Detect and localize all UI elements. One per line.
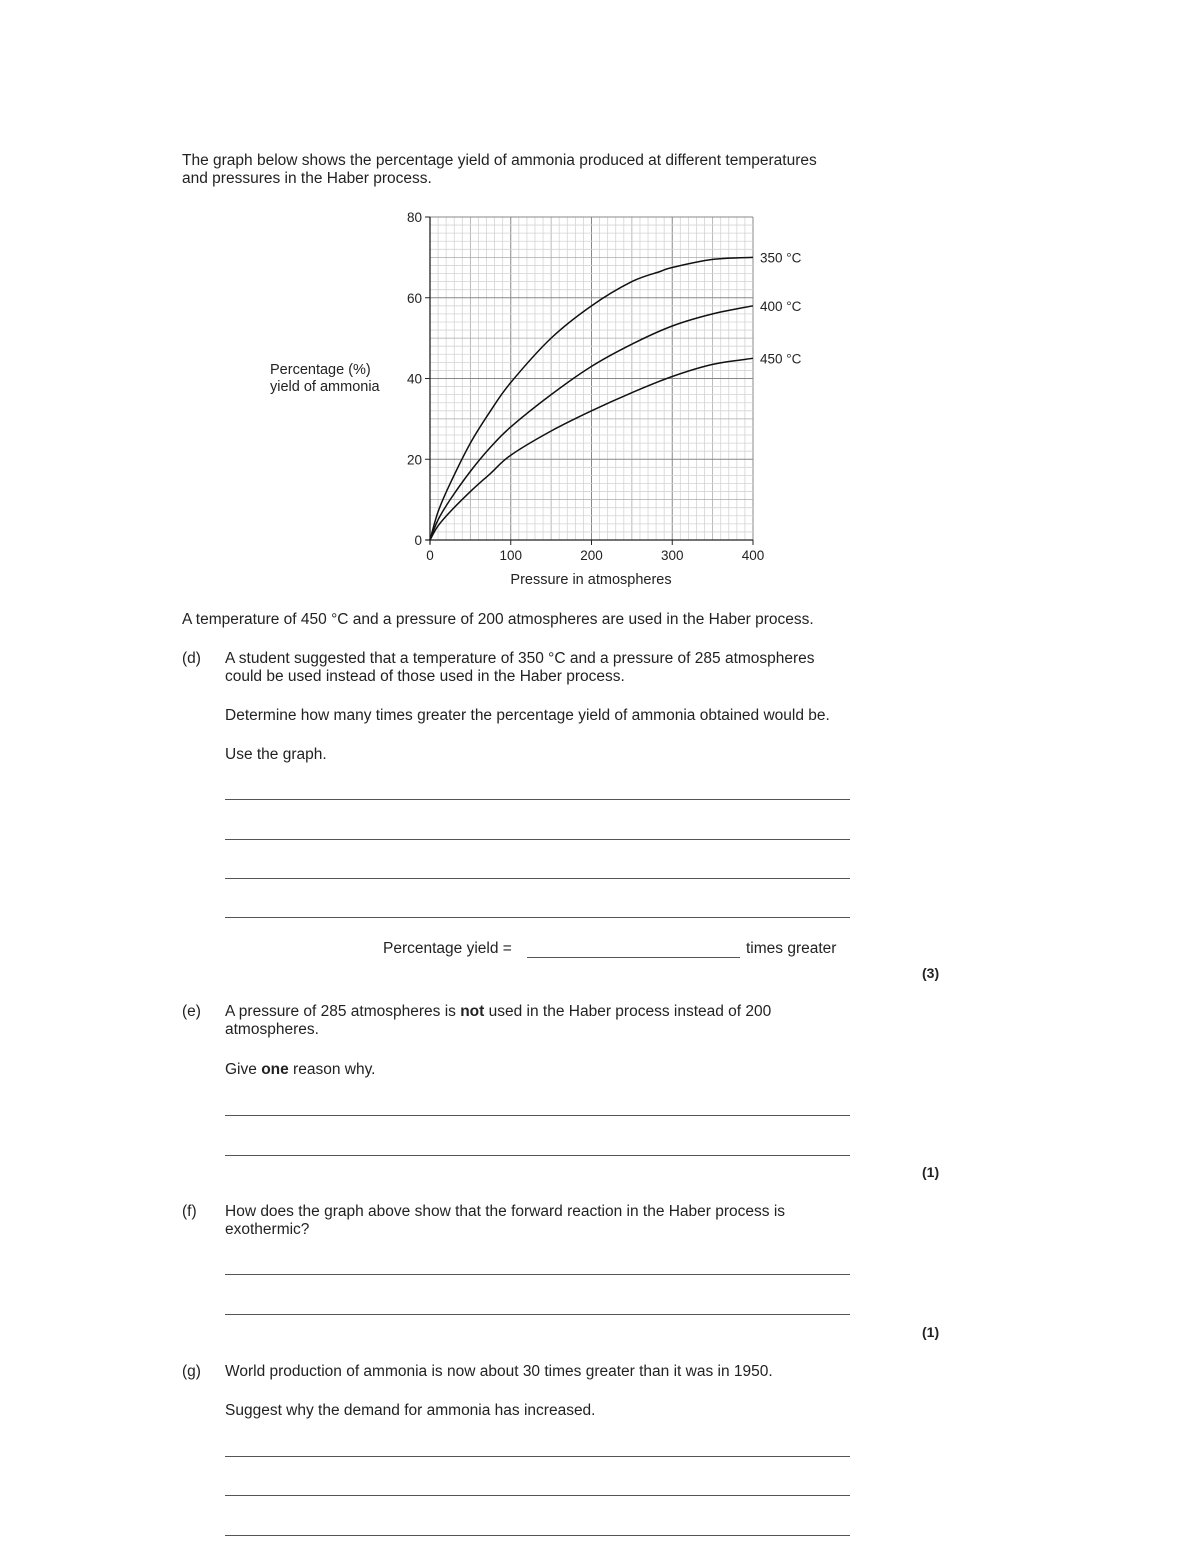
chart-labels <box>760 250 802 366</box>
answer-line-e-1[interactable] <box>225 1115 850 1116</box>
y-tick-label: 0 <box>414 533 422 548</box>
x-tick-label: 0 <box>426 548 434 563</box>
x-tick-label: 200 <box>580 548 603 563</box>
answer-line-d-2[interactable] <box>225 839 850 840</box>
question-e-line-2: atmospheres. <box>225 1021 319 1038</box>
question-d-marks: (3) <box>922 965 940 981</box>
y-tick-label: 60 <box>406 290 422 306</box>
question-f-number: (f) <box>182 1203 197 1220</box>
answer-line-f-2[interactable] <box>225 1314 850 1315</box>
question-d-determine: Determine how many times greater the percentage yield of ammonia obtained would be. <box>225 707 830 724</box>
question-e-marks: (1) <box>922 1164 940 1180</box>
question-e-text <box>225 1003 771 1039</box>
question-e-line-1: A pressure of 285 atmospheres is not used in the Haber process instead of 200 <box>225 1003 772 1020</box>
series-label-400c: 400 °C <box>760 298 802 314</box>
y-tick-label: 20 <box>406 452 422 468</box>
question-f-line-2: exothermic? <box>225 1221 310 1238</box>
question-g-line-1: World production of ammonia is now about 30 times greater than it was in 1950. <box>225 1363 773 1380</box>
question-e-give-reason: Give one reason why. <box>225 1061 376 1078</box>
series-label-450c: 450 °C <box>760 351 802 367</box>
question-g-number: (g) <box>182 1363 201 1380</box>
question-f-text <box>225 1203 785 1239</box>
x-tick-label: 100 <box>499 548 523 563</box>
answer-line-d-3[interactable] <box>225 878 850 879</box>
series-label-350c: 350 °C <box>760 250 802 266</box>
answer-line-d-4[interactable] <box>225 917 850 918</box>
y-axis-label-line-2: yield of ammonia <box>270 379 380 395</box>
question-d-number: (d) <box>182 650 201 667</box>
question-e-number: (e) <box>182 1003 201 1020</box>
question-d-line-2: could be used instead of those used in the Haber process. <box>225 668 625 685</box>
answer-line-g-1[interactable] <box>225 1456 850 1457</box>
x-axis-label: Pressure in atmospheres <box>510 572 672 588</box>
x-tick-label: 300 <box>660 548 684 563</box>
y-axis-label-line-1: Percentage (%) <box>270 362 371 378</box>
answer-line-f-1[interactable] <box>225 1274 850 1275</box>
times-greater-label: times greater <box>746 940 837 957</box>
answer-line-g-2[interactable] <box>225 1495 850 1496</box>
intro-line-1: The graph below shows the percentage yield of ammonia produced at different temperatures <box>182 152 817 169</box>
intro-line-2: and pressures in the Haber process. <box>182 170 432 187</box>
intro-text <box>182 152 817 188</box>
question-f-line-1: How does the graph above show that the forward reaction in the Haber process is <box>225 1203 786 1220</box>
chart-grid <box>430 217 753 540</box>
question-g-line-2: Suggest why the demand for ammonia has increased. <box>225 1402 596 1419</box>
answer-line-d-1[interactable] <box>225 799 850 800</box>
answer-line-g-3[interactable] <box>225 1535 850 1536</box>
question-d-line-1: A student suggested that a temperature of 350 °C and a pressure of 285 atmospheres <box>225 650 815 667</box>
y-tick-label: 40 <box>406 371 422 387</box>
y-tick-label: 80 <box>406 210 422 225</box>
x-tick-label: 400 <box>741 548 765 563</box>
yield-chart <box>260 205 820 600</box>
chart-axes <box>426 217 753 544</box>
percentage-yield-label: Percentage yield = <box>383 940 512 957</box>
answer-line-e-2[interactable] <box>225 1155 850 1156</box>
question-d-use-graph: Use the graph. <box>225 746 327 763</box>
question-f-marks: (1) <box>922 1324 940 1340</box>
percentage-yield-answer-line[interactable] <box>527 957 740 958</box>
question-d-text <box>225 650 815 686</box>
process-statement: A temperature of 450 °C and a pressure of 200 atmospheres are used in the Haber process. <box>182 611 814 628</box>
